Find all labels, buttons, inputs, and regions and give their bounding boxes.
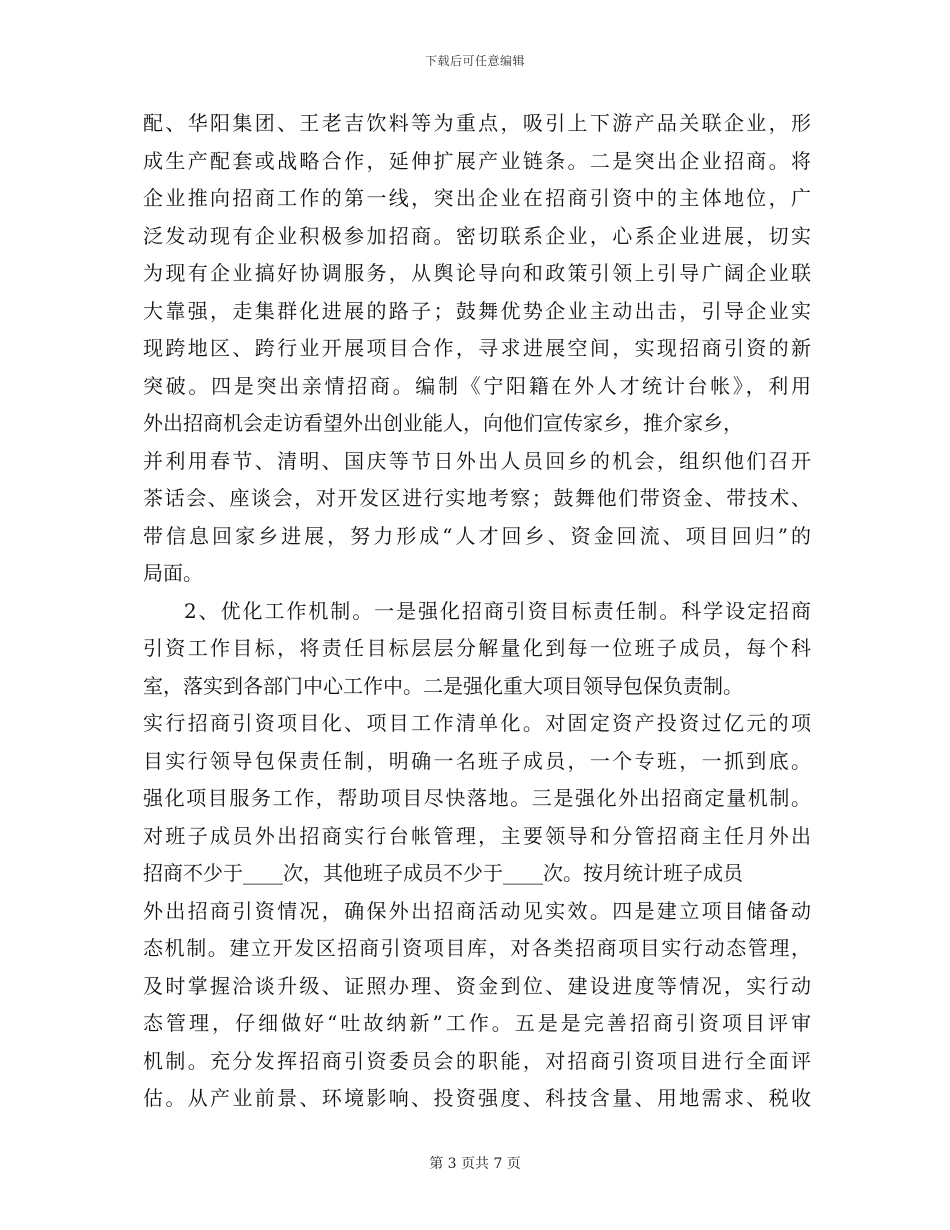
body-line: 引资工作目标，将责任目标层层分解量化到每一位班子成员，每个科 (143, 636, 811, 660)
body-line: 局面。 (143, 561, 203, 585)
body-line: 目实行领导包保责任制，明确一名班子成员，一个专班，一抓到底。 (143, 748, 811, 773)
body-line: 茶话会、座谈会，对开发区进行实地考察；鼓舞他们带资金、带技术、 (143, 486, 811, 510)
body-line: 及时掌握洽谈升级、证照办理、资金到位、建设进度等情况，实行动 (143, 973, 811, 998)
body-line: 现跨地区、跨行业开展项目合作，寻求进展空间，实现招商引资的新 (143, 336, 811, 360)
body-line: 招商不少于____次，其他班子成员不少于____次。按月统计班子成员 (143, 861, 743, 885)
body-line: 外出招商机会走访看望外出创业能人，向他们宣传家乡，推介家乡， (143, 411, 743, 435)
body-line: 态机制。建立开发区招商引资项目库，对各类招商项目实行动态管理， (143, 936, 811, 960)
body-line: 突破。四是突出亲情招商。编制《宁阳籍在外人才统计台帐》，利用 (143, 373, 811, 398)
document-body (143, 105, 811, 1118)
body-line: 强化项目服务工作，帮助项目尽快落地。三是强化外出招商定量机制。 (143, 786, 811, 810)
page-header: 下载后可任意编辑 (424, 54, 525, 68)
body-line: 配、华阳集团、王老吉饮料等为重点，吸引上下游产品关联企业，形 (143, 111, 811, 135)
body-line: 估。从产业前景、环境影响、投资强度、科技含量、用地需求、税收 (143, 1086, 811, 1110)
page-number: 第 3 页共 7 页 (429, 1156, 521, 1172)
body-line: 实行招商引资项目化、项目工作清单化。对固定资产投资过亿元的项 (143, 711, 811, 735)
body-line: 外出招商引资情况，确保外出招商活动见实效。四是建立项目储备动 (143, 898, 811, 923)
paragraph-first-line: 2、优化工作机制。一是强化招商引资目标责任制。科学设定招商 (184, 598, 811, 623)
body-line: 企业推向招商工作的第一线，突出企业在招商引资中的主体地位，广 (143, 186, 811, 210)
body-line: 成生产配套或战略合作，延伸扩展产业链条。二是突出企业招商。将 (143, 148, 811, 173)
body-line: 机制。充分发挥招商引资委员会的职能，对招商引资项目进行全面评 (143, 1048, 811, 1073)
body-line: 带信息回家乡进展，努力形成“人才回乡、资金回流、项目回归”的 (143, 523, 811, 548)
body-line: 态管理，仔细做好“吐故纳新”工作。五是是完善招商引资项目评审 (143, 1011, 811, 1035)
body-line: 为现有企业搞好协调服务，从舆论导向和政策引领上引导广阔企业联 (143, 261, 811, 285)
body-line: 大靠强，走集群化进展的路子；鼓舞优势企业主动出击，引导企业实 (143, 298, 811, 323)
body-line: 泛发动现有企业积极参加招商。密切联系企业，心系企业进展，切实 (143, 223, 811, 248)
body-line: 对班子成员外出招商实行台帐管理，主要领导和分管招商主任月外出 (143, 823, 811, 848)
body-line: 室，落实到各部门中心工作中。二是强化重大项目领导包保负责制。 (143, 673, 743, 698)
body-line: 并利用春节、清明、国庆等节日外出人员回乡的机会，组织他们召开 (143, 448, 811, 473)
